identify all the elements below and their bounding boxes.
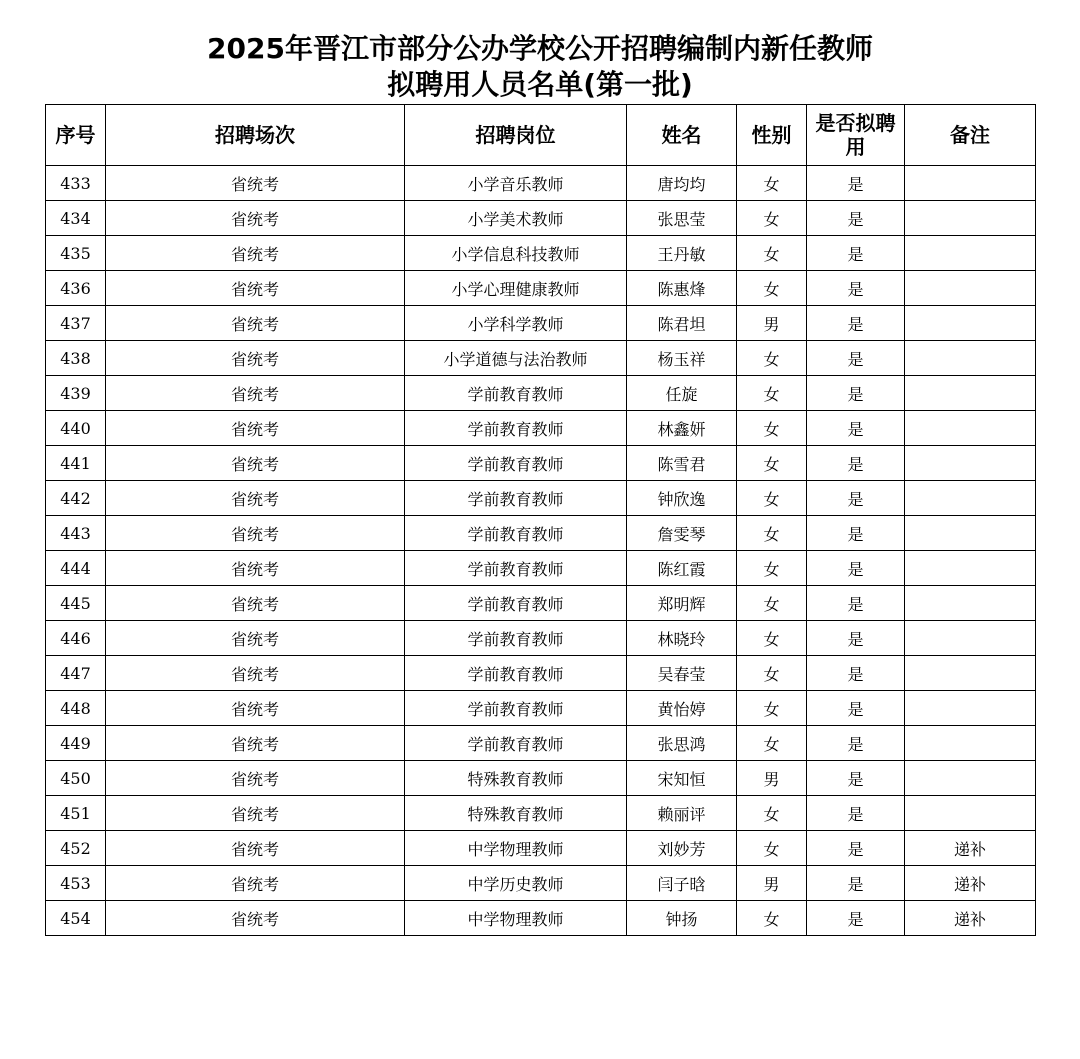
cell-gender: 女 [737,621,807,656]
cell-position: 学前教育教师 [405,376,627,411]
cell-seq: 433 [46,166,106,201]
cell-position: 小学心理健康教师 [405,271,627,306]
cell-gender: 女 [737,516,807,551]
cell-remarks [905,236,1036,271]
cell-recruit-round: 省统考 [106,621,405,656]
cell-gender: 女 [737,411,807,446]
cell-proposed-hire: 是 [807,236,905,271]
cell-seq: 436 [46,271,106,306]
cell-seq: 444 [46,551,106,586]
cell-seq: 447 [46,656,106,691]
cell-seq: 437 [46,306,106,341]
cell-recruit-round: 省统考 [106,866,405,901]
cell-seq: 442 [46,481,106,516]
table-row [46,341,1036,376]
cell-seq: 439 [46,376,106,411]
cell-remarks [905,656,1036,691]
cell-remarks [905,726,1036,761]
cell-seq: 438 [46,341,106,376]
table-row [46,201,1036,236]
cell-recruit-round: 省统考 [106,831,405,866]
cell-gender: 女 [737,341,807,376]
header-position: 招聘岗位 [405,105,627,166]
header-recruit-round: 招聘场次 [106,105,405,166]
table-row [46,656,1036,691]
cell-gender: 女 [737,166,807,201]
cell-proposed-hire: 是 [807,866,905,901]
cell-position: 中学物理教师 [405,831,627,866]
cell-remarks [905,621,1036,656]
cell-proposed-hire: 是 [807,796,905,831]
cell-proposed-hire: 是 [807,901,905,936]
cell-name: 陈君坦 [627,306,737,341]
cell-remarks [905,691,1036,726]
cell-gender: 女 [737,376,807,411]
cell-remarks [905,586,1036,621]
table-row [46,236,1036,271]
cell-recruit-round: 省统考 [106,691,405,726]
cell-position: 中学历史教师 [405,866,627,901]
cell-recruit-round: 省统考 [106,761,405,796]
cell-proposed-hire: 是 [807,831,905,866]
cell-gender: 男 [737,761,807,796]
cell-name: 陈红霞 [627,551,737,586]
cell-proposed-hire: 是 [807,376,905,411]
cell-name: 赖丽评 [627,796,737,831]
cell-recruit-round: 省统考 [106,726,405,761]
cell-gender: 女 [737,691,807,726]
cell-recruit-round: 省统考 [106,411,405,446]
cell-remarks [905,411,1036,446]
cell-name: 唐均均 [627,166,737,201]
cell-remarks [905,796,1036,831]
cell-gender: 男 [737,306,807,341]
cell-remarks [905,446,1036,481]
cell-seq: 434 [46,201,106,236]
cell-name: 林鑫妍 [627,411,737,446]
cell-name: 刘妙芳 [627,831,737,866]
cell-seq: 435 [46,236,106,271]
cell-proposed-hire: 是 [807,551,905,586]
cell-gender: 女 [737,656,807,691]
cell-remarks [905,376,1036,411]
cell-recruit-round: 省统考 [106,586,405,621]
header-seq: 序号 [46,105,106,166]
cell-remarks [905,201,1036,236]
cell-name: 陈惠烽 [627,271,737,306]
table-row [46,166,1036,201]
cell-name: 吴春莹 [627,656,737,691]
cell-name: 王丹敏 [627,236,737,271]
cell-gender: 女 [737,726,807,761]
cell-gender: 女 [737,446,807,481]
cell-recruit-round: 省统考 [106,796,405,831]
cell-position: 小学信息科技教师 [405,236,627,271]
cell-seq: 446 [46,621,106,656]
table-row [46,761,1036,796]
cell-recruit-round: 省统考 [106,446,405,481]
cell-proposed-hire: 是 [807,201,905,236]
cell-gender: 女 [737,796,807,831]
cell-remarks: 递补 [905,866,1036,901]
cell-position: 小学美术教师 [405,201,627,236]
cell-seq: 441 [46,446,106,481]
cell-position: 学前教育教师 [405,621,627,656]
cell-recruit-round: 省统考 [106,306,405,341]
cell-recruit-round: 省统考 [106,516,405,551]
cell-proposed-hire: 是 [807,761,905,796]
cell-proposed-hire: 是 [807,516,905,551]
cell-position: 学前教育教师 [405,446,627,481]
cell-proposed-hire: 是 [807,446,905,481]
document-title-line-1: 2025年晋江市部分公办学校公开招聘编制内新任教师 [207,32,873,65]
cell-position: 学前教育教师 [405,586,627,621]
cell-recruit-round: 省统考 [106,201,405,236]
table-row [46,376,1036,411]
cell-seq: 450 [46,761,106,796]
cell-position: 学前教育教师 [405,481,627,516]
table-row [46,271,1036,306]
cell-recruit-round: 省统考 [106,481,405,516]
cell-remarks [905,481,1036,516]
header-proposed-hire: 是否拟聘用 [807,105,905,166]
table-row [46,516,1036,551]
header-remarks: 备注 [905,105,1036,166]
cell-position: 学前教育教师 [405,551,627,586]
cell-position: 特殊教育教师 [405,761,627,796]
cell-name: 闫子晗 [627,866,737,901]
cell-remarks [905,761,1036,796]
cell-proposed-hire: 是 [807,586,905,621]
cell-gender: 女 [737,481,807,516]
cell-position: 学前教育教师 [405,726,627,761]
cell-seq: 440 [46,411,106,446]
cell-recruit-round: 省统考 [106,166,405,201]
table-row [46,481,1036,516]
cell-gender: 女 [737,271,807,306]
cell-name: 林晓玲 [627,621,737,656]
cell-name: 詹雯琴 [627,516,737,551]
cell-name: 钟扬 [627,901,737,936]
cell-gender: 女 [737,236,807,271]
cell-recruit-round: 省统考 [106,376,405,411]
table-row [46,901,1036,936]
cell-proposed-hire: 是 [807,306,905,341]
cell-proposed-hire: 是 [807,726,905,761]
header-name: 姓名 [627,105,737,166]
cell-gender: 女 [737,831,807,866]
cell-recruit-round: 省统考 [106,551,405,586]
document-title-line-2: 拟聘用人员名单(第一批) [387,68,693,101]
table-row [46,796,1036,831]
table-header [46,105,1036,166]
cell-recruit-round: 省统考 [106,341,405,376]
cell-proposed-hire: 是 [807,271,905,306]
hiring-roster-table [45,104,1036,936]
cell-seq: 454 [46,901,106,936]
cell-proposed-hire: 是 [807,656,905,691]
table-row [46,551,1036,586]
cell-remarks [905,516,1036,551]
table-row [46,446,1036,481]
cell-remarks [905,271,1036,306]
cell-name: 黄怡婷 [627,691,737,726]
cell-name: 张思莹 [627,201,737,236]
cell-seq: 451 [46,796,106,831]
cell-name: 陈雪君 [627,446,737,481]
cell-name: 钟欣逸 [627,481,737,516]
table-row [46,831,1036,866]
cell-remarks [905,551,1036,586]
header-row [46,105,1036,166]
cell-remarks: 递补 [905,831,1036,866]
cell-seq: 443 [46,516,106,551]
cell-remarks: 递补 [905,901,1036,936]
cell-gender: 男 [737,866,807,901]
cell-gender: 女 [737,551,807,586]
cell-position: 小学道德与法治教师 [405,341,627,376]
cell-recruit-round: 省统考 [106,656,405,691]
table-row [46,621,1036,656]
cell-proposed-hire: 是 [807,341,905,376]
header-gender: 性别 [737,105,807,166]
cell-recruit-round: 省统考 [106,901,405,936]
table-row [46,306,1036,341]
cell-seq: 449 [46,726,106,761]
cell-proposed-hire: 是 [807,621,905,656]
table-row [46,691,1036,726]
cell-position: 中学物理教师 [405,901,627,936]
cell-proposed-hire: 是 [807,166,905,201]
cell-seq: 445 [46,586,106,621]
cell-proposed-hire: 是 [807,691,905,726]
table-row [46,411,1036,446]
cell-recruit-round: 省统考 [106,236,405,271]
cell-position: 学前教育教师 [405,656,627,691]
cell-position: 小学音乐教师 [405,166,627,201]
cell-name: 张思鸿 [627,726,737,761]
cell-seq: 453 [46,866,106,901]
table-row [46,586,1036,621]
cell-position: 小学科学教师 [405,306,627,341]
cell-recruit-round: 省统考 [106,271,405,306]
cell-gender: 女 [737,201,807,236]
cell-name: 宋知恒 [627,761,737,796]
cell-gender: 女 [737,901,807,936]
cell-seq: 448 [46,691,106,726]
table-row [46,726,1036,761]
cell-proposed-hire: 是 [807,411,905,446]
cell-position: 特殊教育教师 [405,796,627,831]
cell-proposed-hire: 是 [807,481,905,516]
cell-name: 杨玉祥 [627,341,737,376]
cell-gender: 女 [737,586,807,621]
cell-remarks [905,306,1036,341]
cell-remarks [905,166,1036,201]
cell-seq: 452 [46,831,106,866]
cell-remarks [905,341,1036,376]
table-body [46,166,1036,936]
cell-position: 学前教育教师 [405,411,627,446]
table-row [46,866,1036,901]
cell-position: 学前教育教师 [405,516,627,551]
cell-position: 学前教育教师 [405,691,627,726]
cell-name: 郑明辉 [627,586,737,621]
cell-name: 任旋 [627,376,737,411]
